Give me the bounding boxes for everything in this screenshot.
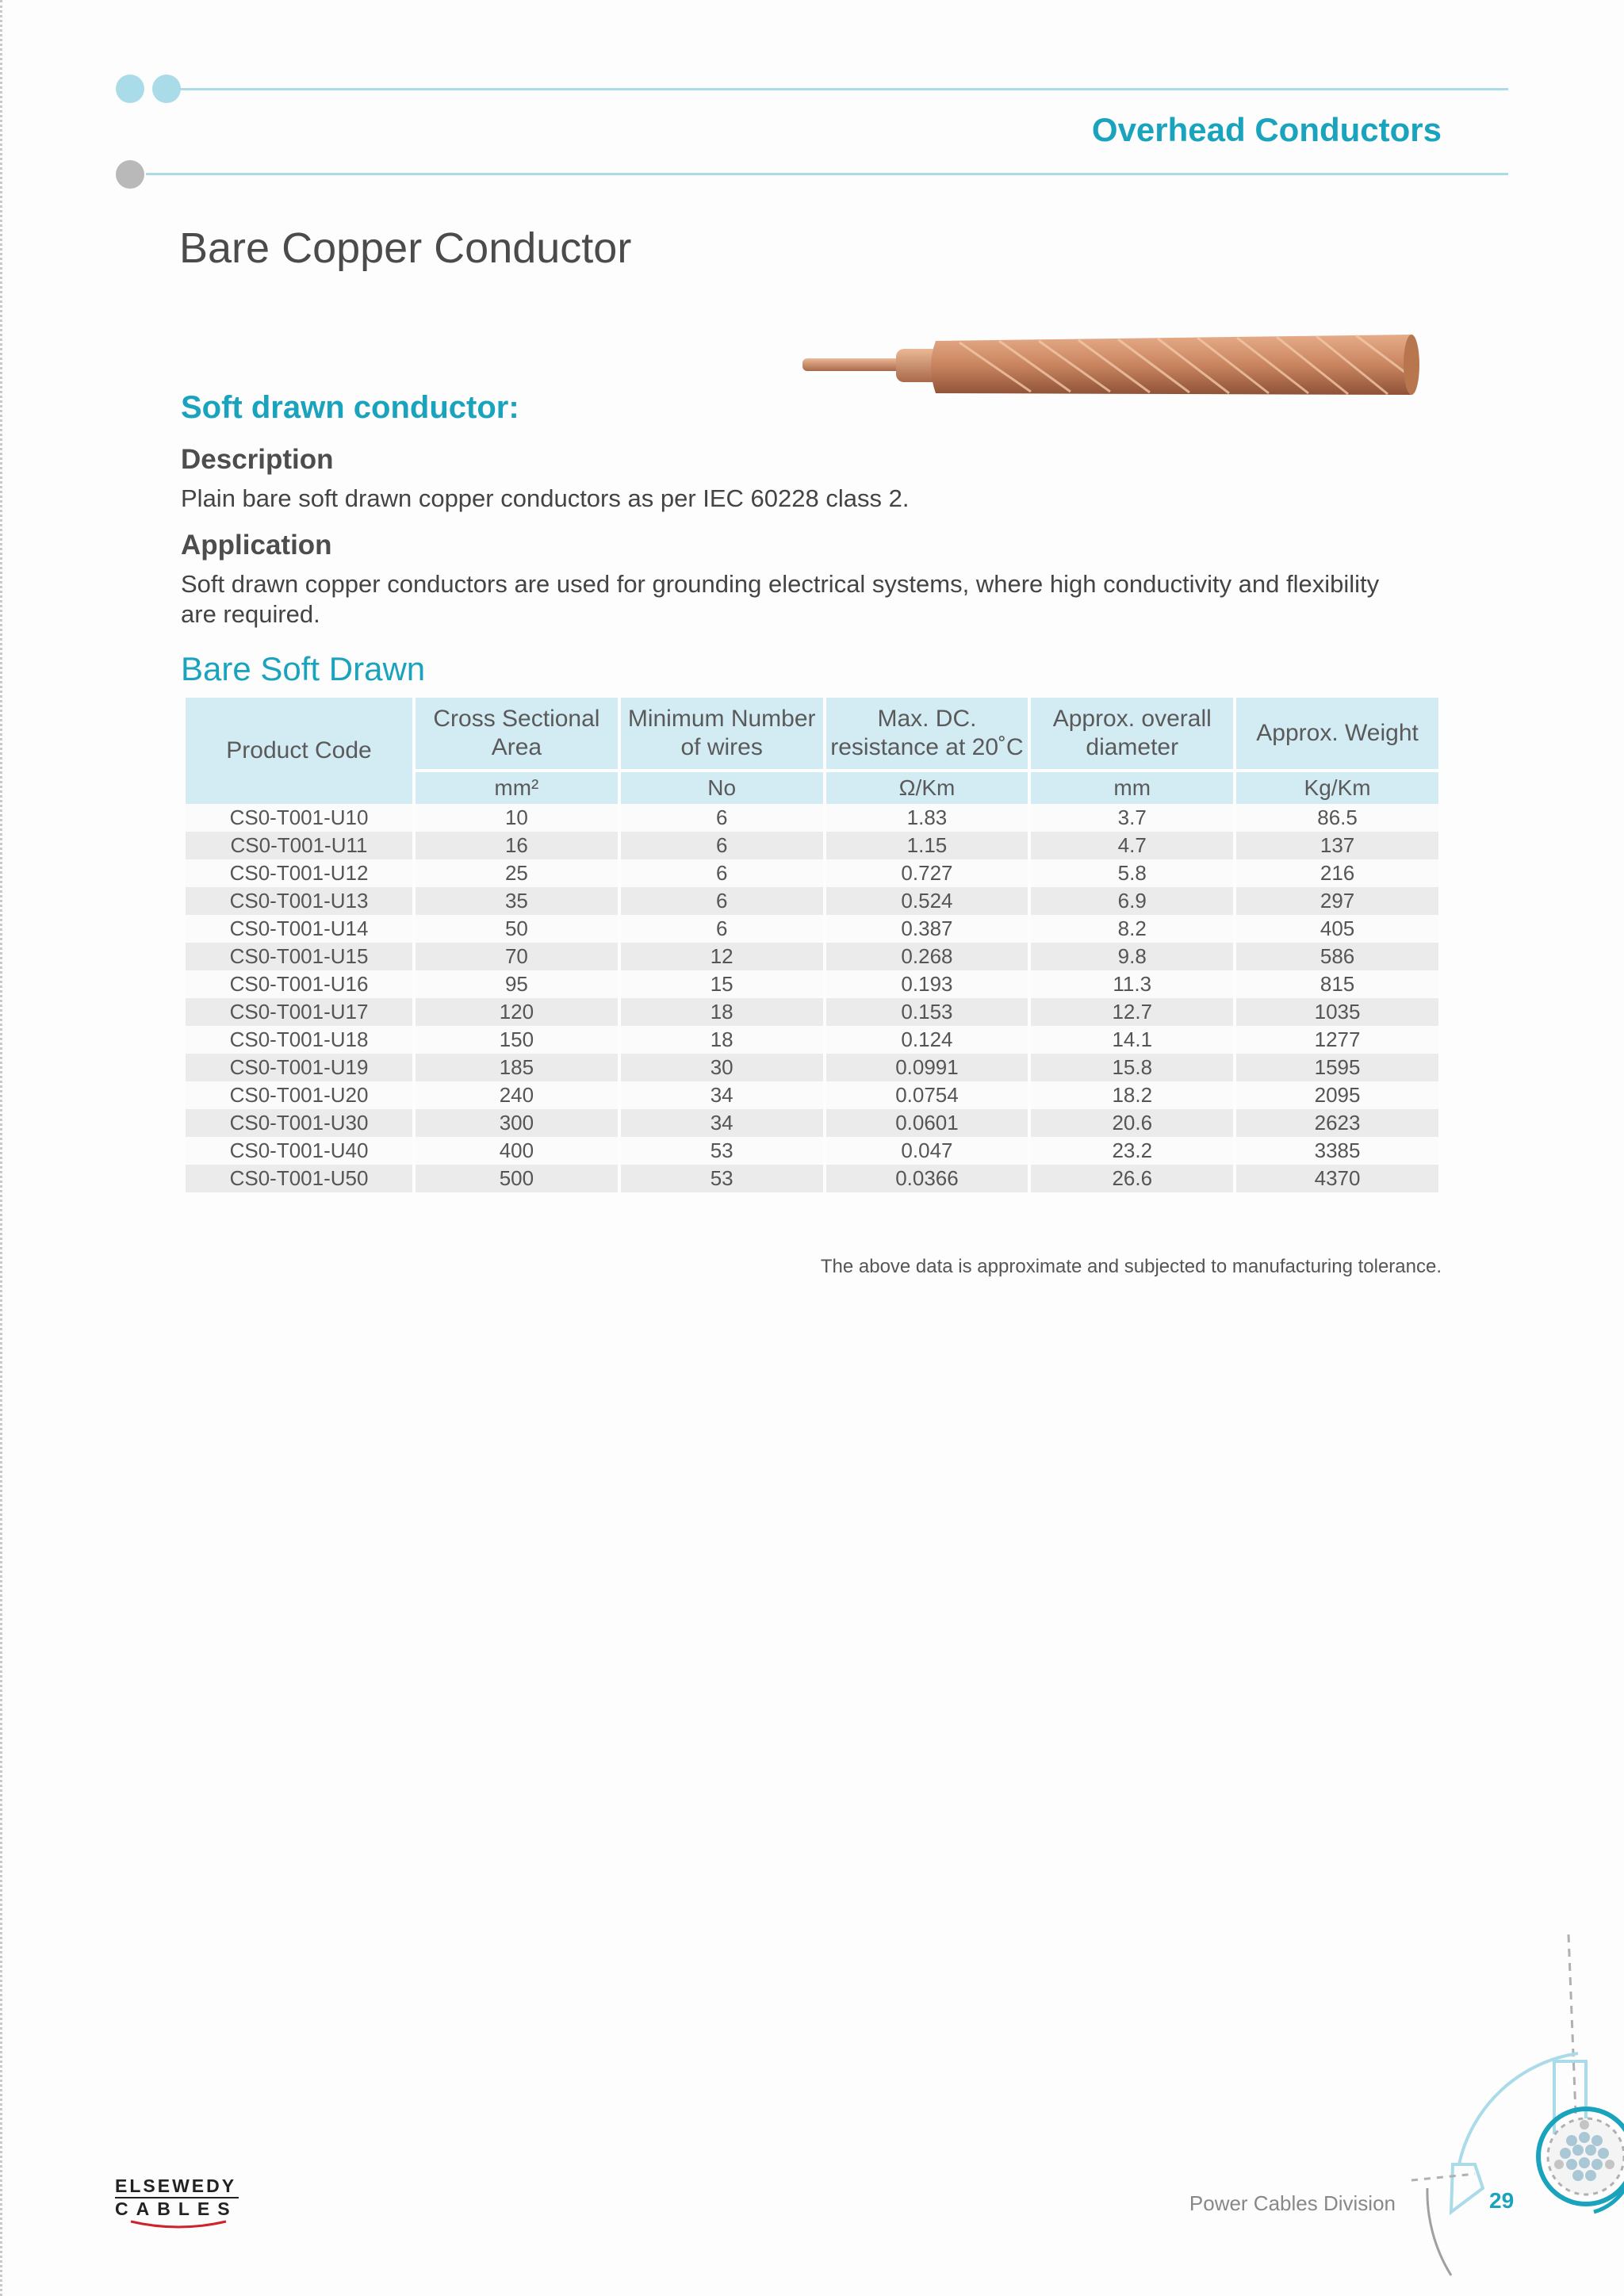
table-cell: 0.0366	[826, 1165, 1028, 1192]
header-cross-section: Cross Sectional Area	[416, 698, 618, 769]
product-code-cell: CS0-T001-U20	[186, 1081, 412, 1109]
table-note: The above data is approximate and subjected to manufacturing tolerance.	[820, 1256, 1442, 1277]
table-cell: 18	[621, 998, 823, 1026]
table-cell: 400	[416, 1137, 618, 1165]
table-cell: 20.6	[1031, 1109, 1233, 1137]
table-cell: 5.8	[1031, 859, 1233, 887]
table-cell: 0.387	[826, 915, 1028, 943]
description-text: Plain bare soft drawn copper conductors as per IEC 60228 class 2.	[181, 484, 910, 512]
header-max-dc-resistance: Max. DC. resistance at 20˚C	[826, 698, 1028, 769]
table-cell: 500	[416, 1165, 618, 1192]
page-edge-dotted-border	[0, 0, 6, 2296]
table-cell: 4370	[1236, 1165, 1438, 1192]
table-row	[186, 1054, 1438, 1081]
product-code-cell: CS0-T001-U11	[186, 832, 412, 859]
table-cell: 1277	[1236, 1026, 1438, 1054]
subheading-soft-drawn: Soft drawn conductor:	[181, 390, 519, 425]
table-cell: 0.0601	[826, 1109, 1028, 1137]
table-cell: 18.2	[1031, 1081, 1233, 1109]
product-code-cell: CS0-T001-U30	[186, 1109, 412, 1137]
table-cell: 815	[1236, 970, 1438, 998]
table-cell: 18	[621, 1026, 823, 1054]
table-cell: 6	[621, 804, 823, 832]
page-number: 29	[1489, 2188, 1515, 2213]
cable-cross-section-graphic	[1396, 1927, 1624, 2296]
description-label: Description	[181, 444, 334, 475]
table-cell: 6	[621, 915, 823, 943]
header-product-code: Product Code	[186, 698, 412, 804]
table-cell: 3.7	[1031, 804, 1233, 832]
copper-conductor-image	[793, 317, 1443, 420]
table-row	[186, 832, 1438, 859]
table-cell: 1.83	[826, 804, 1028, 832]
header-dot-grey	[116, 160, 144, 189]
table-cell: 2095	[1236, 1081, 1438, 1109]
table-cell: 34	[621, 1081, 823, 1109]
table-row	[186, 943, 1438, 970]
table-cell: 6	[621, 859, 823, 887]
table-cell: 0.524	[826, 887, 1028, 915]
table-cell: 216	[1236, 859, 1438, 887]
table-row	[186, 915, 1438, 943]
table-body	[186, 804, 1438, 1192]
unit-weight: Kg/Km	[1236, 769, 1438, 804]
table-cell: 34	[621, 1109, 823, 1137]
table-row	[186, 970, 1438, 998]
product-code-cell: CS0-T001-U14	[186, 915, 412, 943]
table-cell: 300	[416, 1109, 618, 1137]
logo-line-1: ELSEWEDY	[115, 2175, 239, 2198]
unit-min-wires: No	[621, 769, 823, 804]
table-cell: 0.727	[826, 859, 1028, 887]
header-min-wires: Minimum Number of wires	[621, 698, 823, 769]
table-cell: 137	[1236, 832, 1438, 859]
table-cell: 10	[416, 804, 618, 832]
table-row	[186, 887, 1438, 915]
table-cell: 12.7	[1031, 998, 1233, 1026]
table-cell: 11.3	[1031, 970, 1233, 998]
table-cell: 6.9	[1031, 887, 1233, 915]
application-text: Soft drawn copper conductors are used for grounding electrical systems, where high conductivity and flexibility are required.	[181, 570, 1380, 628]
header-rule-bottom	[146, 173, 1508, 175]
table-cell: 0.153	[826, 998, 1028, 1026]
table-cell: 53	[621, 1165, 823, 1192]
table-cell: 16	[416, 832, 618, 859]
table-cell: 6	[621, 832, 823, 859]
page-title: Bare Copper Conductor	[179, 224, 632, 272]
table-cell: 405	[1236, 915, 1438, 943]
product-code-cell: CS0-T001-U50	[186, 1165, 412, 1192]
application-label: Application	[181, 530, 332, 561]
table-cell: 0.124	[826, 1026, 1028, 1054]
product-code-cell: CS0-T001-U19	[186, 1054, 412, 1081]
unit-cross-section: mm²	[416, 769, 618, 804]
product-code-cell: CS0-T001-U13	[186, 887, 412, 915]
table-cell: 15.8	[1031, 1054, 1233, 1081]
unit-diameter: mm	[1031, 769, 1233, 804]
table-row	[186, 1109, 1438, 1137]
table-row	[186, 1026, 1438, 1054]
table-cell: 240	[416, 1081, 618, 1109]
table-cell: 4.7	[1031, 832, 1233, 859]
table-cell: 0.047	[826, 1137, 1028, 1165]
table-cell: 86.5	[1236, 804, 1438, 832]
table-cell: 0.268	[826, 943, 1028, 970]
logo-line-2: CABLES	[115, 2198, 238, 2219]
table-row	[186, 1165, 1438, 1192]
table-cell: 297	[1236, 887, 1438, 915]
table-cell: 0.193	[826, 970, 1028, 998]
elsewedy-cables-logo	[115, 2175, 242, 2231]
table-cell: 95	[416, 970, 618, 998]
unit-resistance: Ω/Km	[826, 769, 1028, 804]
table-cell: 53	[621, 1137, 823, 1165]
table-cell: 9.8	[1031, 943, 1233, 970]
table-row	[186, 1137, 1438, 1165]
table-cell: 30	[621, 1054, 823, 1081]
table-cell: 1.15	[826, 832, 1028, 859]
table-cell: 12	[621, 943, 823, 970]
header-overall-diameter: Approx. overall diameter	[1031, 698, 1233, 769]
table-cell: 185	[416, 1054, 618, 1081]
header-dot-blue-1	[116, 75, 144, 103]
table-cell: 586	[1236, 943, 1438, 970]
table-cell: 0.0991	[826, 1054, 1028, 1081]
table-cell: 8.2	[1031, 915, 1233, 943]
footer-division: Power Cables Division	[1189, 2191, 1396, 2215]
table-cell: 50	[416, 915, 618, 943]
table-cell: 35	[416, 887, 618, 915]
table-cell: 3385	[1236, 1137, 1438, 1165]
table-cell: 15	[621, 970, 823, 998]
product-code-cell: CS0-T001-U17	[186, 998, 412, 1026]
table-title: Bare Soft Drawn	[181, 650, 426, 687]
specs-table	[182, 698, 1442, 1192]
table-row	[186, 859, 1438, 887]
table-cell: 120	[416, 998, 618, 1026]
logo-swoosh	[115, 2220, 242, 2231]
table-cell: 25	[416, 859, 618, 887]
table-row	[186, 1081, 1438, 1109]
product-code-cell: CS0-T001-U10	[186, 804, 412, 832]
table-cell: 26.6	[1031, 1165, 1233, 1192]
table-cell: 14.1	[1031, 1026, 1233, 1054]
product-code-cell: CS0-T001-U18	[186, 1026, 412, 1054]
table-cell: 23.2	[1031, 1137, 1233, 1165]
table-cell: 1035	[1236, 998, 1438, 1026]
table-cell: 0.0754	[826, 1081, 1028, 1109]
table-cell: 1595	[1236, 1054, 1438, 1081]
table-cell: 150	[416, 1026, 618, 1054]
product-code-cell: CS0-T001-U40	[186, 1137, 412, 1165]
header-rule-top	[176, 88, 1508, 90]
section-title: Overhead Conductors	[1091, 111, 1442, 148]
table-cell: 70	[416, 943, 618, 970]
table-row	[186, 998, 1438, 1026]
header-weight: Approx. Weight	[1236, 698, 1438, 769]
table-cell: 6	[621, 887, 823, 915]
product-code-cell: CS0-T001-U15	[186, 943, 412, 970]
product-code-cell: CS0-T001-U16	[186, 970, 412, 998]
product-code-cell: CS0-T001-U12	[186, 859, 412, 887]
table-row	[186, 804, 1438, 832]
table-cell: 2623	[1236, 1109, 1438, 1137]
